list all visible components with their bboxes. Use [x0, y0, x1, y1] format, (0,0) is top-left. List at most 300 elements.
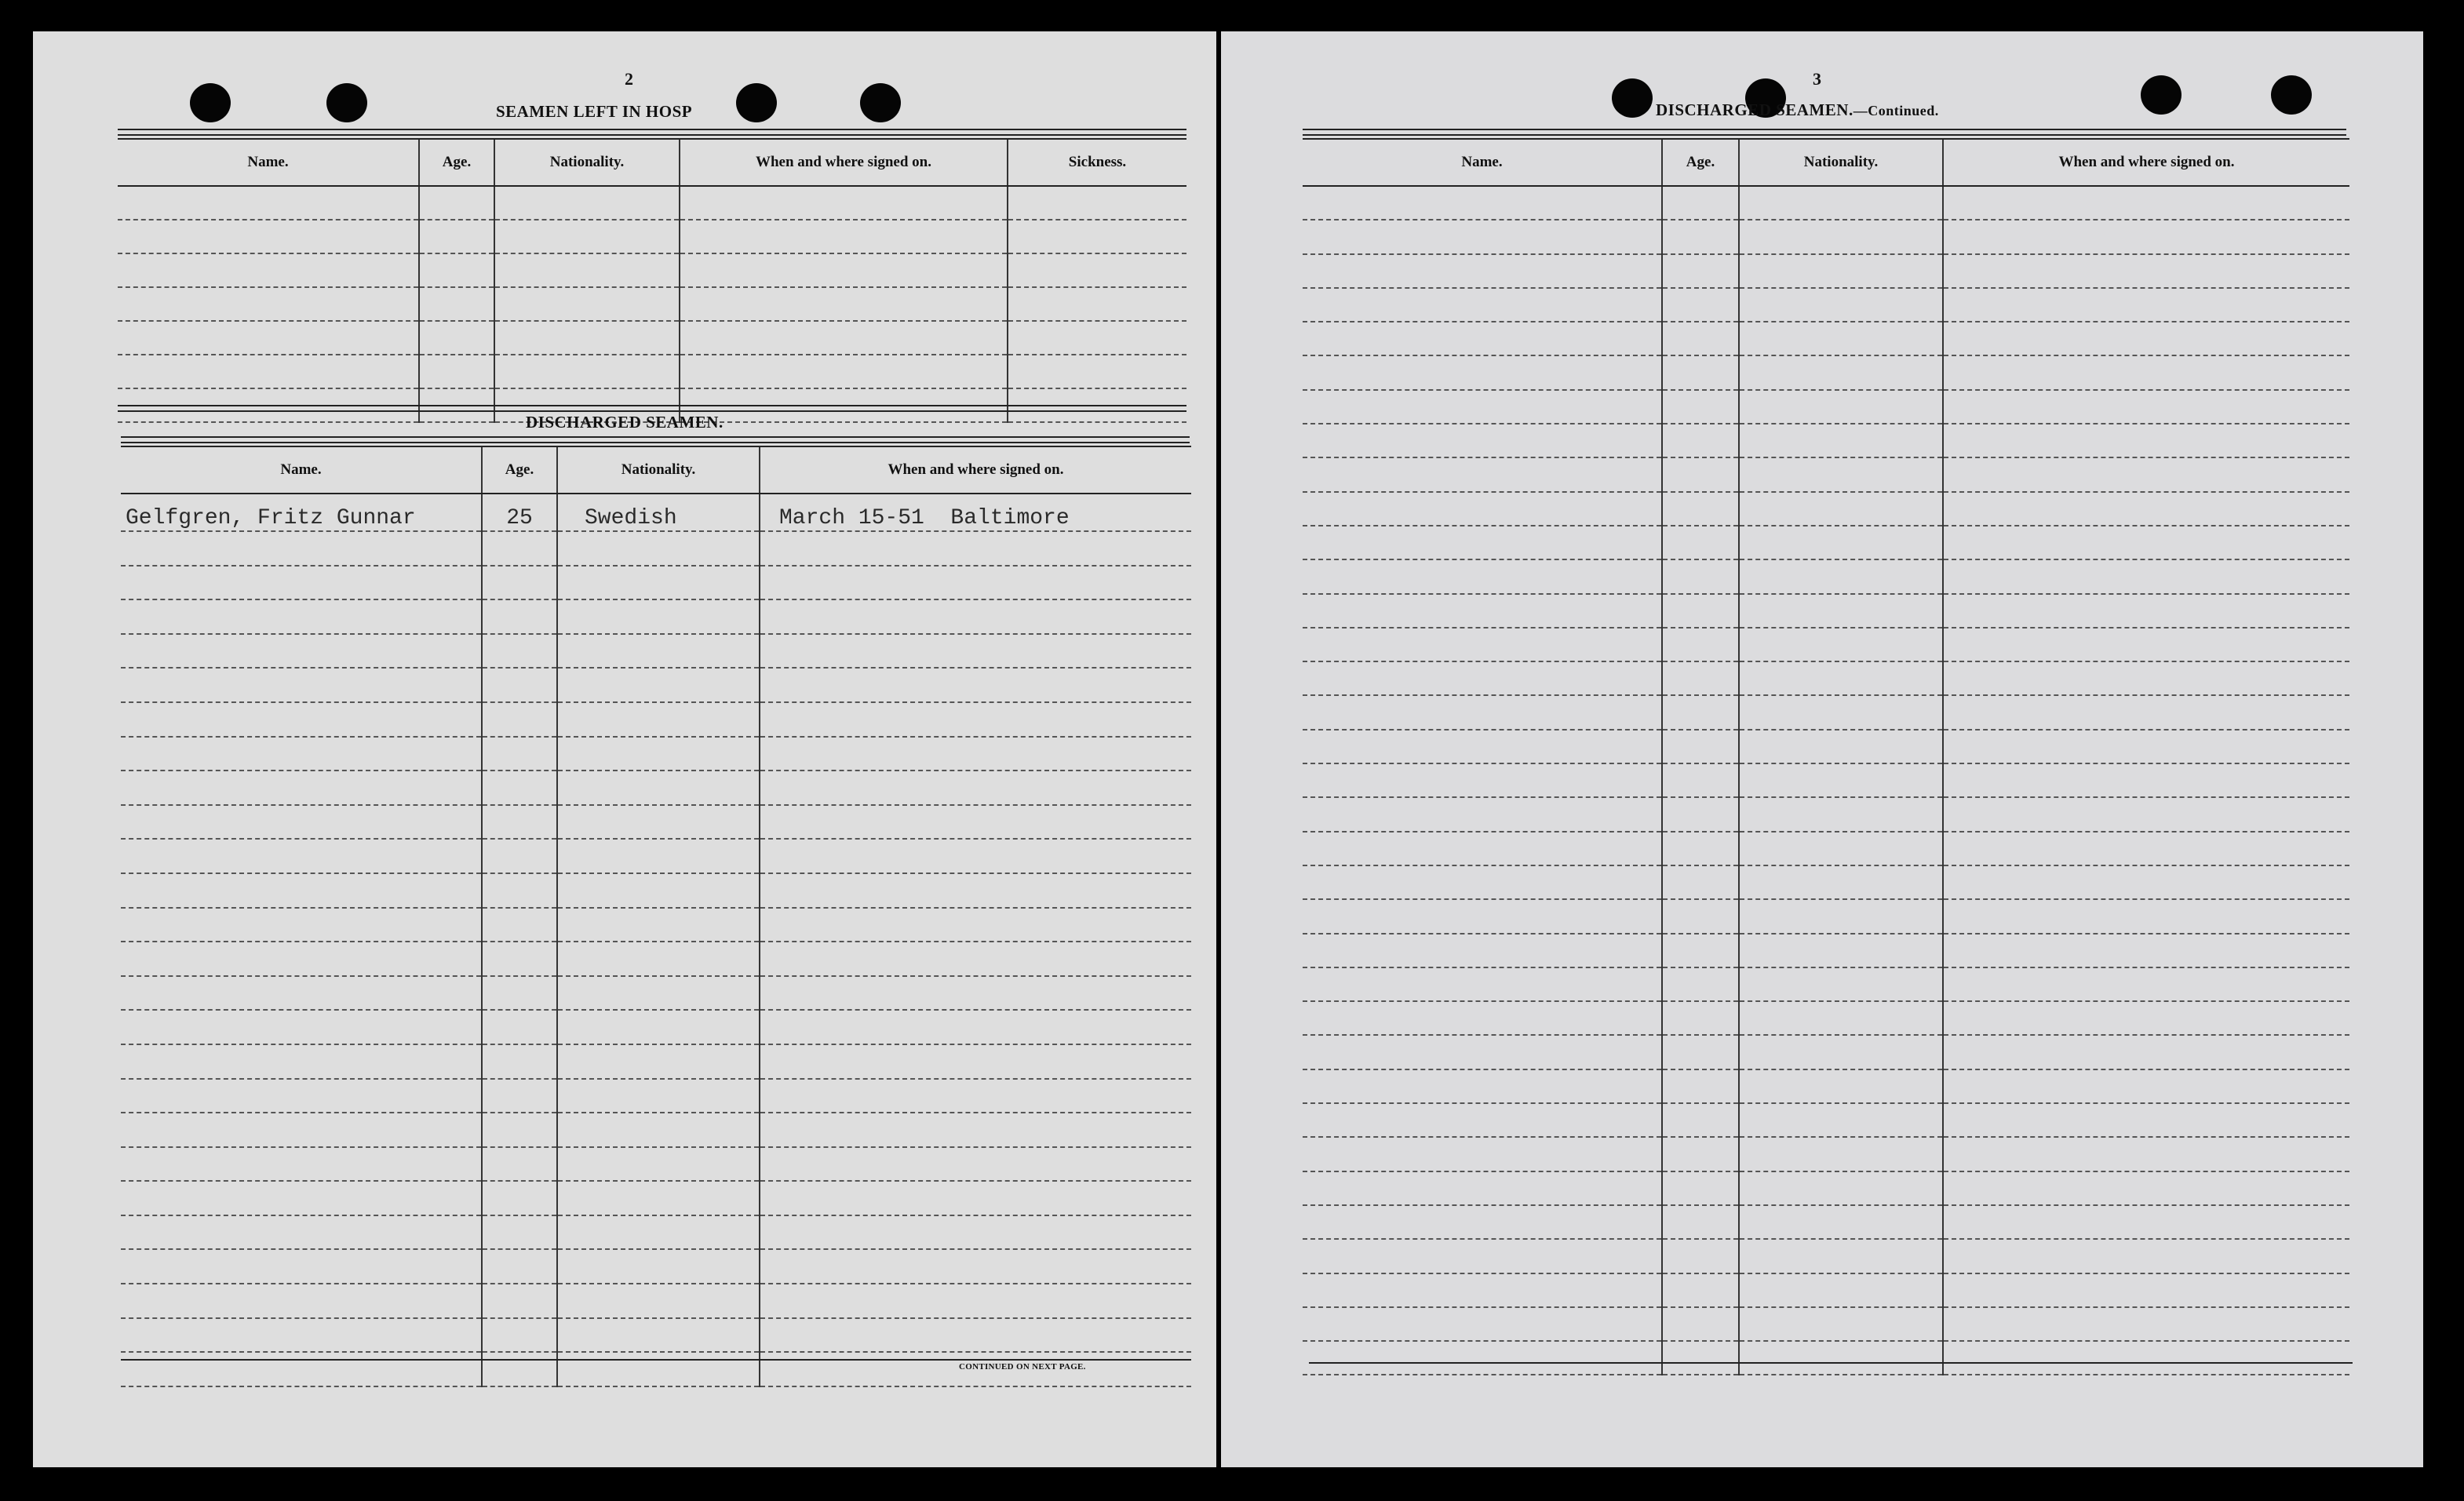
blank-cell: [419, 321, 494, 355]
blank-cell: [1943, 865, 2349, 899]
blank-cell: [557, 1284, 760, 1318]
blank-cell: [1662, 254, 1739, 288]
col-nationality-header: Nationality.: [557, 446, 760, 494]
blank-cell: [121, 1352, 482, 1386]
blank-cell: [121, 873, 482, 908]
table-row: [1303, 1341, 2349, 1375]
blank-cell: [1739, 594, 1943, 628]
blank-cell: [1943, 457, 2349, 491]
blank-cell: [680, 355, 1008, 388]
blank-cell: [1943, 628, 2349, 661]
blank-cell: [121, 1010, 482, 1044]
col-sickness-header: Sickness.: [1008, 139, 1186, 186]
blank-cell: [121, 702, 482, 737]
blank-cell: [1739, 628, 1943, 661]
table-row: [1303, 288, 2349, 322]
col-signed-on-header: When and where signed on.: [760, 446, 1191, 494]
blank-cell: [118, 220, 419, 253]
seaman-name: Gelfgren, Fritz Gunnar: [121, 494, 482, 531]
table-row: [1303, 424, 2349, 457]
blank-cell: [1943, 1035, 2349, 1069]
table-row: [1303, 1069, 2349, 1103]
blank-cell: [1662, 1341, 1739, 1375]
table-row: [1303, 1171, 2349, 1205]
col-signed-on-header: When and where signed on.: [1943, 139, 2349, 186]
blank-cell: [419, 355, 494, 388]
table-row: [121, 1010, 1191, 1044]
seaman-nationality: Swedish: [557, 494, 760, 531]
table-row: [1303, 1035, 2349, 1069]
blank-cell: [760, 771, 1191, 805]
blank-cell: [557, 1318, 760, 1353]
blank-cell: [1943, 1205, 2349, 1239]
left-page: [33, 31, 1216, 1467]
blank-cell: [1739, 1069, 1943, 1103]
title-suffix: —Continued.: [1853, 103, 1939, 118]
blank-cell: [1943, 1069, 2349, 1103]
blank-cell: [1739, 424, 1943, 457]
blank-cell: [494, 253, 680, 287]
table-row: [121, 1215, 1191, 1250]
blank-cell: [760, 1044, 1191, 1079]
table-row: [1303, 492, 2349, 526]
blank-cell: [1943, 1307, 2349, 1341]
blank-cell: [1303, 594, 1662, 628]
blank-cell: [1739, 1171, 1943, 1205]
blank-cell: [1739, 899, 1943, 933]
blank-cell: [1303, 695, 1662, 729]
blank-cell: [1739, 1137, 1943, 1171]
title-main: DISCHARGED SEAMEN.: [1656, 100, 1853, 119]
table-row: [1303, 934, 2349, 967]
blank-cell: [1662, 797, 1739, 831]
blank-cell: [557, 1181, 760, 1215]
blank-cell: [1739, 1239, 1943, 1273]
blank-cell: [1739, 186, 1943, 220]
blank-cell: [1662, 1171, 1739, 1205]
blank-cell: [121, 1249, 482, 1284]
blank-cell: [482, 634, 557, 669]
blank-cell: [1943, 424, 2349, 457]
table-row: [1303, 355, 2349, 389]
col-age-header: Age.: [419, 139, 494, 186]
blank-cell: [1943, 186, 2349, 220]
blank-cell: [760, 908, 1191, 942]
table-row: [1303, 730, 2349, 763]
blank-cell: [1739, 1001, 1943, 1035]
blank-cell: [482, 1318, 557, 1353]
blank-cell: [1008, 186, 1186, 220]
table-row: [118, 287, 1186, 321]
blank-cell: [1662, 1035, 1739, 1069]
blank-cell: [1303, 1069, 1662, 1103]
section-rule: [118, 129, 1186, 136]
blank-cell: [760, 1284, 1191, 1318]
blank-cell: [1662, 355, 1739, 389]
table-row: [1303, 220, 2349, 253]
blank-cell: [760, 1079, 1191, 1113]
blank-cell: [760, 873, 1191, 908]
table-row: [1303, 254, 2349, 288]
blank-cell: [1662, 934, 1739, 967]
blank-cell: [1303, 220, 1662, 253]
blank-cell: [419, 186, 494, 220]
blank-cell: [121, 976, 482, 1011]
blank-cell: [482, 702, 557, 737]
table-row: [121, 805, 1191, 840]
blank-cell: [1739, 763, 1943, 797]
blank-cell: [1739, 1205, 1943, 1239]
blank-cell: [121, 1181, 482, 1215]
table-row: [1303, 1103, 2349, 1137]
blank-cell: [1739, 1103, 1943, 1137]
blank-cell: [760, 1215, 1191, 1250]
blank-cell: [1739, 797, 1943, 831]
blank-cell: [1303, 661, 1662, 695]
blank-cell: [1739, 1273, 1943, 1307]
blank-cell: [482, 976, 557, 1011]
seaman-signed-on: March 15-51 Baltimore: [760, 494, 1191, 531]
blank-cell: [1303, 559, 1662, 593]
blank-cell: [121, 737, 482, 771]
blank-cell: [1008, 321, 1186, 355]
right-page: [1221, 31, 2423, 1467]
blank-cell: [1739, 390, 1943, 424]
blank-cell: [1662, 1205, 1739, 1239]
table-row: [1303, 559, 2349, 593]
blank-cell: [1008, 287, 1186, 321]
blank-cell: [1739, 220, 1943, 253]
blank-cell: [1303, 832, 1662, 865]
table-row: [1303, 1205, 2349, 1239]
table-row: [121, 771, 1191, 805]
punch-hole: [1612, 78, 1653, 118]
blank-cell: [482, 1249, 557, 1284]
discharged-continued-title: [1656, 100, 1939, 120]
punch-hole: [2141, 75, 2182, 115]
blank-cell: [1303, 797, 1662, 831]
blank-cell: [1662, 730, 1739, 763]
table-row: [1303, 763, 2349, 797]
section-rule: [121, 436, 1190, 443]
blank-cell: [1739, 661, 1943, 695]
blank-cell: [419, 253, 494, 287]
blank-cell: [557, 1010, 760, 1044]
blank-cell: [1303, 526, 1662, 559]
blank-cell: [482, 771, 557, 805]
col-age-header: Age.: [482, 446, 557, 494]
blank-cell: [494, 321, 680, 355]
blank-cell: [1943, 899, 2349, 933]
blank-cell: [760, 1249, 1191, 1284]
table-row: [121, 942, 1191, 976]
blank-cell: [419, 220, 494, 253]
blank-cell: [482, 1044, 557, 1079]
blank-cell: [1662, 628, 1739, 661]
section-rule: [118, 405, 1186, 412]
table-row: [1303, 1239, 2349, 1273]
table-row: [121, 531, 1191, 566]
table-row: [1303, 695, 2349, 729]
punch-hole: [326, 83, 367, 122]
blank-cell: [121, 771, 482, 805]
table-row: [118, 355, 1186, 388]
blank-cell: [557, 1044, 760, 1079]
blank-cell: [680, 287, 1008, 321]
table-row: [121, 737, 1191, 771]
blank-cell: [1943, 695, 2349, 729]
blank-cell: [1303, 1001, 1662, 1035]
punch-hole: [2271, 75, 2312, 115]
blank-cell: [482, 737, 557, 771]
blank-cell: [1943, 594, 2349, 628]
discharged-section-title: DISCHARGED SEAMEN.: [526, 413, 724, 432]
blank-cell: [557, 1147, 760, 1182]
page-number: 3: [1813, 69, 1821, 89]
blank-cell: [760, 737, 1191, 771]
blank-cell: [1943, 1137, 2349, 1171]
table-row: [121, 599, 1191, 634]
blank-cell: [1303, 934, 1662, 967]
blank-cell: [1303, 1239, 1662, 1273]
blank-cell: [1943, 390, 2349, 424]
table-row: [121, 839, 1191, 873]
blank-cell: [1662, 220, 1739, 253]
blank-cell: [1662, 763, 1739, 797]
blank-cell: [1943, 934, 2349, 967]
punch-hole: [736, 83, 777, 122]
punch-hole: [860, 83, 901, 122]
blank-cell: [1662, 390, 1739, 424]
blank-cell: [482, 942, 557, 976]
table-row: [121, 566, 1191, 600]
table-row: [118, 186, 1186, 220]
blank-cell: [760, 668, 1191, 702]
blank-cell: [494, 355, 680, 388]
blank-cell: [482, 566, 557, 600]
blank-cell: [1943, 1273, 2349, 1307]
seaman-age: 25: [482, 494, 557, 531]
blank-cell: [760, 1318, 1191, 1353]
blank-cell: [1662, 1137, 1739, 1171]
col-name-header: Name.: [121, 446, 482, 494]
blank-cell: [1662, 1273, 1739, 1307]
blank-cell: [1662, 1001, 1739, 1035]
blank-cell: [494, 287, 680, 321]
blank-cell: [121, 839, 482, 873]
blank-cell: [1662, 424, 1739, 457]
section-rule: [1309, 1362, 2353, 1364]
blank-cell: [121, 1113, 482, 1147]
blank-cell: [482, 873, 557, 908]
blank-cell: [1739, 967, 1943, 1001]
blank-cell: [1739, 254, 1943, 288]
blank-cell: [482, 1181, 557, 1215]
blank-cell: [760, 566, 1191, 600]
blank-cell: [557, 942, 760, 976]
table-row: [121, 1318, 1191, 1353]
table-row: [1303, 390, 2349, 424]
blank-cell: [557, 976, 760, 1011]
table-row: [121, 1181, 1191, 1215]
table-row: [1303, 526, 2349, 559]
blank-cell: [1943, 254, 2349, 288]
blank-cell: [557, 1352, 760, 1386]
blank-cell: [1303, 424, 1662, 457]
table-row: [121, 873, 1191, 908]
table-row: [121, 702, 1191, 737]
blank-cell: [121, 531, 482, 566]
blank-cell: [1662, 967, 1739, 1001]
continued-note: CONTINUED ON NEXT PAGE.: [959, 1362, 1086, 1372]
blank-cell: [760, 1147, 1191, 1182]
blank-cell: [1739, 865, 1943, 899]
table-row: [1303, 186, 2349, 220]
blank-cell: [557, 771, 760, 805]
blank-cell: [557, 1249, 760, 1284]
blank-cell: [118, 321, 419, 355]
blank-cell: [1739, 1035, 1943, 1069]
blank-cell: [482, 1352, 557, 1386]
blank-cell: [1943, 322, 2349, 355]
blank-cell: [760, 702, 1191, 737]
blank-cell: [1943, 832, 2349, 865]
blank-cell: [1303, 1273, 1662, 1307]
table-row: [1303, 1307, 2349, 1341]
blank-cell: [680, 220, 1008, 253]
table-row: [1303, 457, 2349, 491]
blank-cell: [482, 531, 557, 566]
blank-cell: [482, 1147, 557, 1182]
blank-cell: [760, 942, 1191, 976]
blank-cell: [1008, 220, 1186, 253]
blank-cell: [118, 287, 419, 321]
blank-cell: [118, 355, 419, 388]
table-row: [1303, 832, 2349, 865]
blank-cell: [1303, 763, 1662, 797]
blank-cell: [557, 1079, 760, 1113]
blank-cell: [121, 566, 482, 600]
col-age-header: Age.: [1662, 139, 1739, 186]
blank-cell: [1943, 220, 2349, 253]
blank-cell: [1303, 186, 1662, 220]
blank-cell: [1303, 322, 1662, 355]
blank-cell: [121, 634, 482, 669]
blank-cell: [1739, 1341, 1943, 1375]
blank-cell: [1662, 1307, 1739, 1341]
blank-cell: [1943, 730, 2349, 763]
blank-cell: [1008, 253, 1186, 287]
col-nationality-header: Nationality.: [1739, 139, 1943, 186]
blank-cell: [1943, 1341, 2349, 1375]
blank-cell: [1943, 559, 2349, 593]
blank-cell: [1303, 390, 1662, 424]
blank-cell: [118, 186, 419, 220]
blank-cell: [760, 1010, 1191, 1044]
blank-cell: [760, 599, 1191, 634]
blank-cell: [1662, 832, 1739, 865]
blank-cell: [1303, 1137, 1662, 1171]
blank-cell: [1662, 526, 1739, 559]
blank-cell: [1303, 1205, 1662, 1239]
blank-cell: [1303, 1035, 1662, 1069]
blank-cell: [1303, 1103, 1662, 1137]
blank-cell: [121, 1318, 482, 1353]
blank-cell: [760, 531, 1191, 566]
blank-cell: [1662, 322, 1739, 355]
col-name-header: Name.: [118, 139, 419, 186]
discharged-continued-table: [1303, 138, 2349, 1375]
blank-cell: [1303, 1341, 1662, 1375]
table-row: [121, 1284, 1191, 1318]
blank-cell: [1739, 934, 1943, 967]
blank-cell: [482, 1079, 557, 1113]
blank-cell: [482, 839, 557, 873]
blank-cell: [1739, 322, 1943, 355]
blank-cell: [1943, 1239, 2349, 1273]
blank-cell: [1662, 1103, 1739, 1137]
blank-cell: [1739, 559, 1943, 593]
discharged-table: [121, 446, 1191, 1387]
hospital-section-title: SEAMEN LEFT IN HOSP: [496, 102, 693, 121]
blank-cell: [1303, 254, 1662, 288]
blank-cell: [1943, 967, 2349, 1001]
blank-cell: [680, 186, 1008, 220]
blank-cell: [760, 839, 1191, 873]
blank-cell: [1303, 288, 1662, 322]
blank-cell: [482, 1284, 557, 1318]
section-rule: [121, 1359, 1191, 1361]
blank-cell: [1303, 492, 1662, 526]
blank-cell: [121, 1284, 482, 1318]
blank-cell: [557, 737, 760, 771]
blank-cell: [1739, 695, 1943, 729]
blank-cell: [494, 186, 680, 220]
blank-cell: [419, 287, 494, 321]
table-row: [1303, 628, 2349, 661]
blank-cell: [1739, 492, 1943, 526]
blank-cell: [680, 253, 1008, 287]
blank-cell: [1303, 355, 1662, 389]
blank-cell: [118, 253, 419, 287]
section-rule: [1303, 129, 2346, 136]
blank-cell: [1943, 526, 2349, 559]
blank-cell: [557, 668, 760, 702]
blank-cell: [1943, 661, 2349, 695]
blank-cell: [557, 1113, 760, 1147]
blank-cell: [557, 805, 760, 840]
blank-cell: [557, 531, 760, 566]
blank-cell: [482, 599, 557, 634]
table-row: [121, 1079, 1191, 1113]
blank-cell: [121, 599, 482, 634]
blank-cell: [1739, 355, 1943, 389]
table-row: [1303, 661, 2349, 695]
blank-cell: [482, 1215, 557, 1250]
table-row: [1303, 322, 2349, 355]
blank-cell: [1943, 763, 2349, 797]
blank-cell: [1662, 695, 1739, 729]
blank-cell: [1943, 355, 2349, 389]
blank-cell: [1943, 1171, 2349, 1205]
blank-cell: [121, 942, 482, 976]
blank-cell: [1008, 355, 1186, 388]
table-row: [1303, 1001, 2349, 1035]
blank-cell: [1662, 492, 1739, 526]
punch-hole: [190, 83, 231, 122]
blank-cell: [1662, 1239, 1739, 1273]
blank-cell: [1662, 457, 1739, 491]
